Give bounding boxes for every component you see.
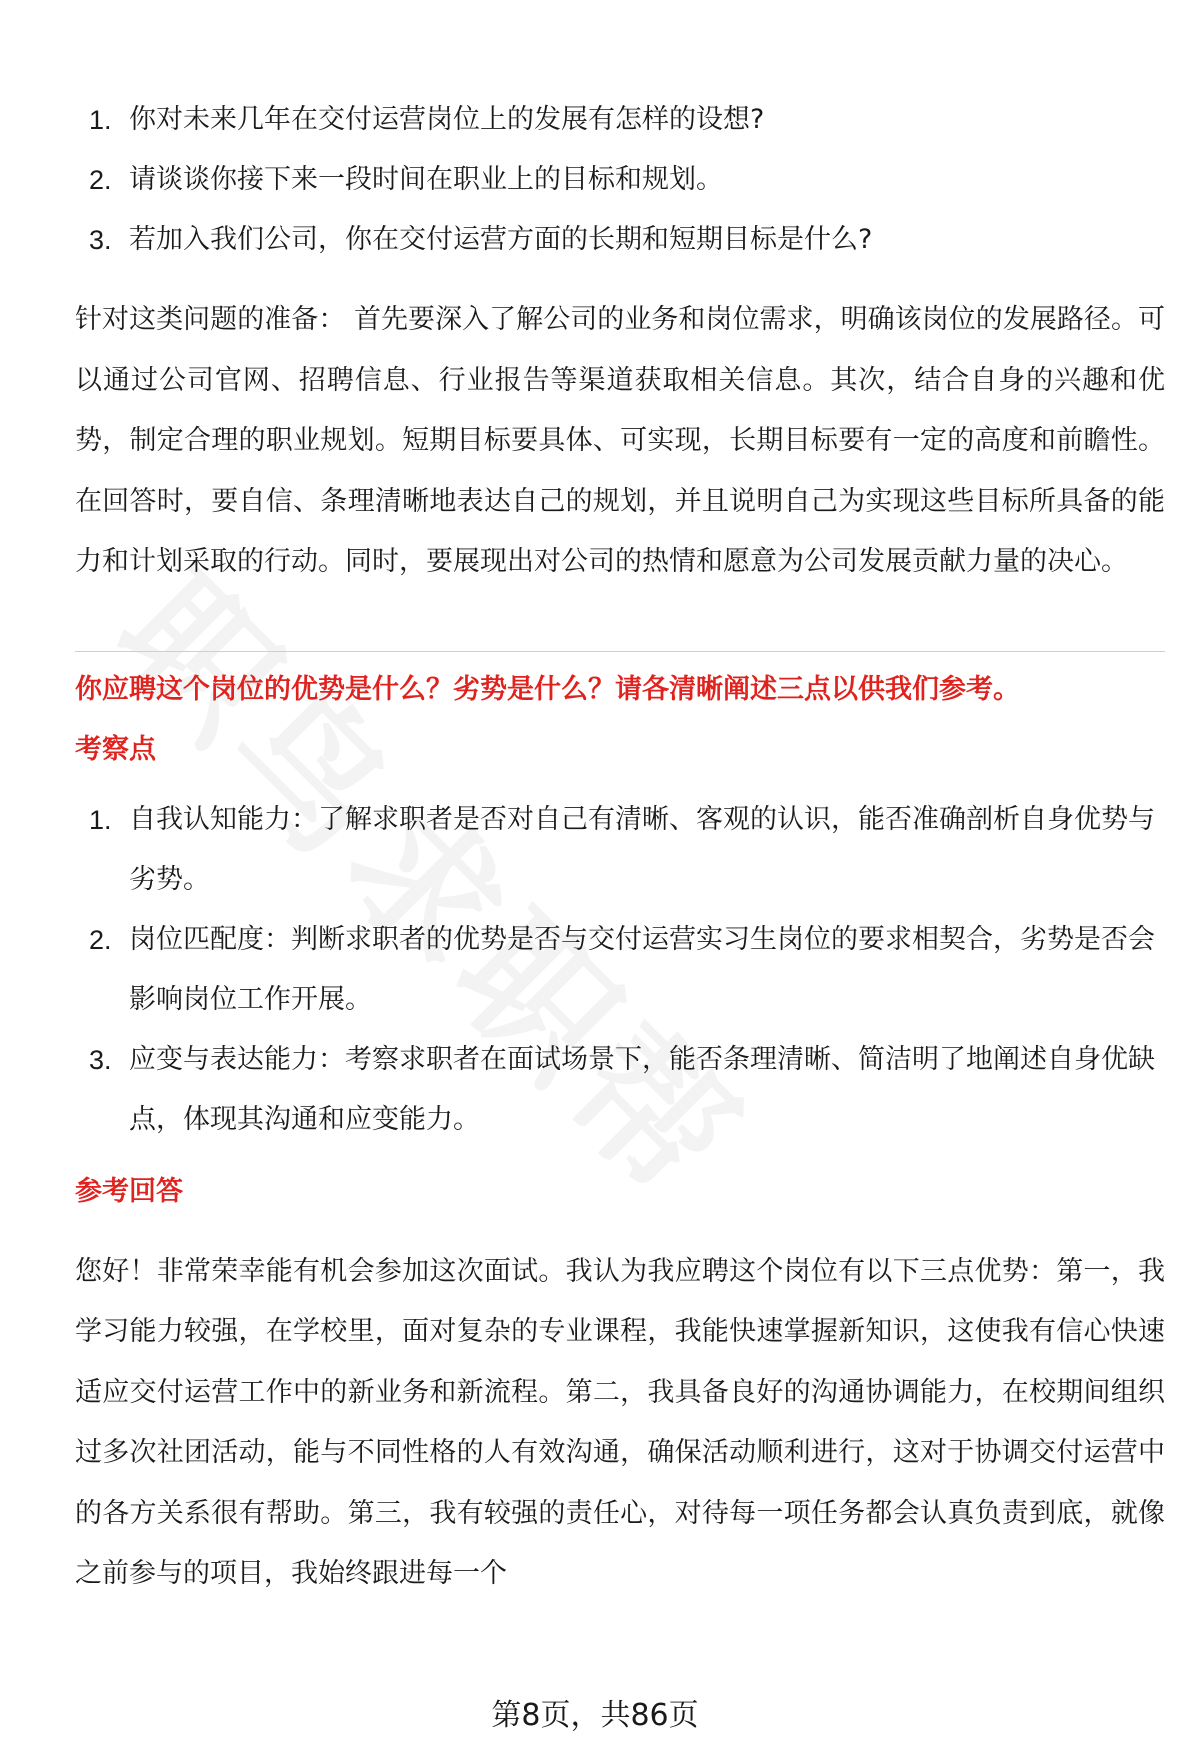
list-text: 岗位匹配度：判断求职者的优势是否与交付运营实习生岗位的要求相契合，劣势是否会影响岗位工作开展。 [129, 923, 1155, 1015]
intro-question-list [75, 90, 1165, 270]
list-text: 你对未来几年在交付运营岗位上的发展有怎样的设想? [129, 104, 765, 135]
list-item [75, 1030, 1165, 1150]
list-item [75, 790, 1165, 910]
list-number: 3. [89, 225, 112, 255]
kaocha-list [75, 790, 1165, 1150]
list-item [75, 90, 1165, 150]
list-text: 请谈谈你接下来一段时间在职业上的目标和规划。 [129, 164, 723, 195]
preparation-paragraph: 针对这类问题的准备： 首先要深入了解公司的业务和岗位需求，明确该岗位的发展路径。可以通过公司官网、招聘信息、行业报告等渠道获取相关信息。其次，结合自身的兴趣和优势，制定合理的职业规划。短期目标要具体、可实现，长期目标要有一定的高度和前瞻性。在回答时，要自信、条理清晰地表达自己的规划，并且说明自己为实现这些目标所具备的能力和计划采取的行动。同时，要展现出对公司的热情和愿意为公司发展贡献力量的决心。 [75, 304, 1165, 577]
list-item [75, 150, 1165, 210]
interview-question: 你应聘这个岗位的优势是什么？劣势是什么？请各清晰阐述三点以供我们参考。 [75, 673, 1020, 705]
list-text: 若加入我们公司，你在交付运营方面的长期和短期目标是什么? [129, 224, 873, 255]
section-divider [75, 651, 1165, 652]
list-number: 3. [89, 1044, 112, 1075]
list-item [75, 210, 1165, 270]
page-footer: 第8页，共86页 [491, 1698, 699, 1733]
answer-paragraph: 您好！非常荣幸能有机会参加这次面试。我认为我应聘这个岗位有以下三点优势：第一，我学习能力较强，在学校里，面对复杂的专业课程，我能快速掌握新知识，这使我有信心快速适应交付运营工作中的新业务和新流程。第二，我具备良好的沟通协调能力，在校期间组织过多次社团活动，能与不同性格的人有效沟通，确保活动顺利进行，这对于协调交付运营中的各方关系很有帮助。第三，我有较强的责任心，对待每一项任务都会认真负责到底，就像之前参与的项目，我始终跟进每一个 [75, 1255, 1165, 1589]
answer-heading: 参考回答 [75, 1175, 183, 1207]
kaocha-heading: 考察点 [75, 733, 156, 765]
list-number: 1. [89, 804, 112, 835]
page-content [75, 90, 1165, 1605]
list-text: 自我认知能力：了解求职者是否对自己有清晰、客观的认识，能否准确剖析自身优势与劣势。 [129, 803, 1155, 895]
list-number: 1. [89, 105, 112, 135]
list-item [75, 910, 1165, 1030]
list-text: 应变与表达能力：考察求职者在面试场景下，能否条理清晰、简洁明了地阐述自身优缺点，体现其沟通和应变能力。 [129, 1043, 1155, 1135]
list-number: 2. [89, 924, 112, 955]
list-number: 2. [89, 165, 112, 195]
